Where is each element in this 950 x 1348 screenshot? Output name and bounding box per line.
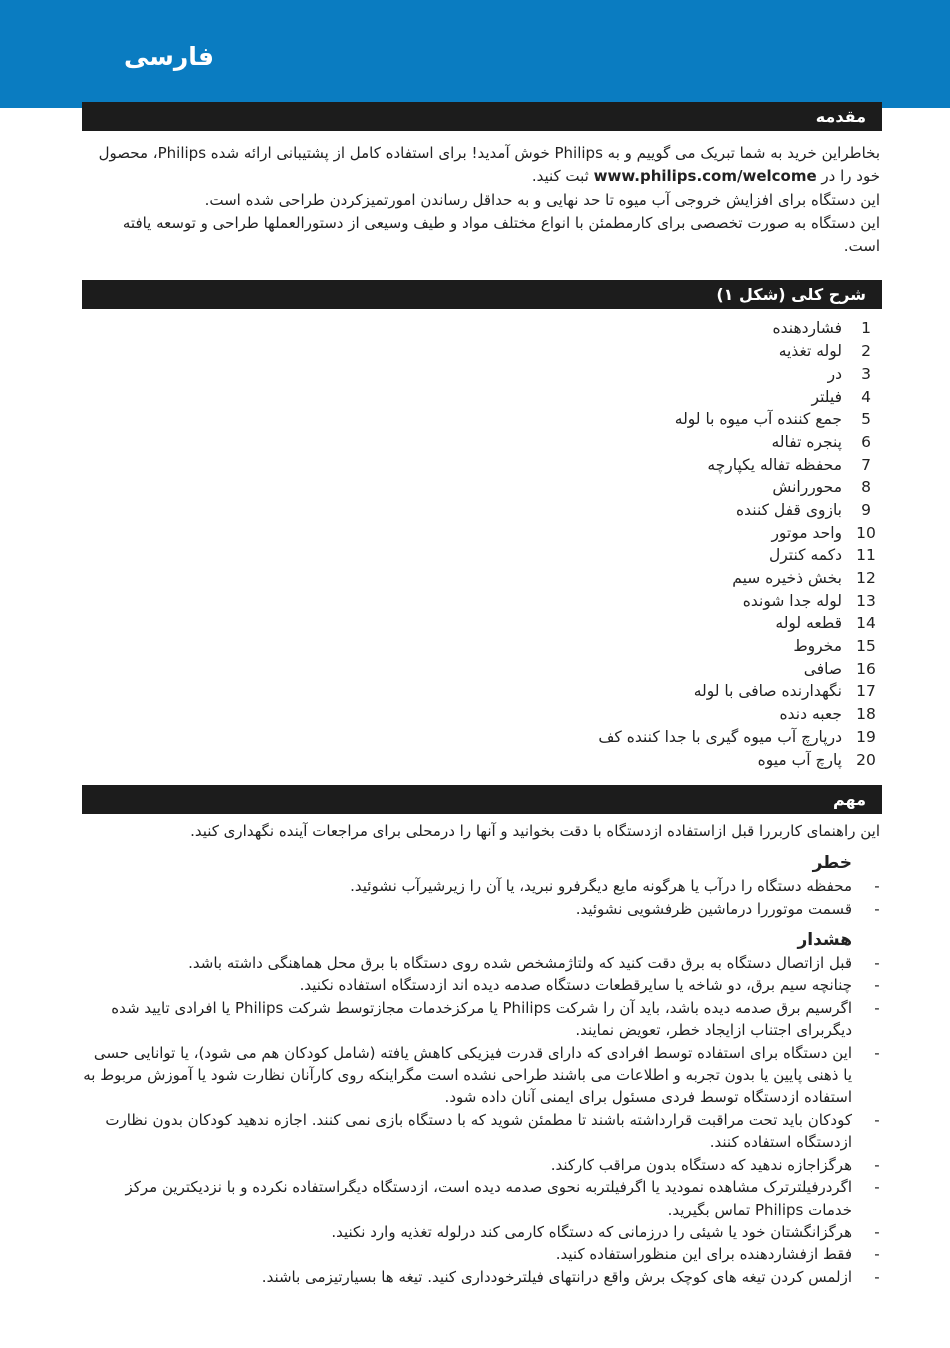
bullet-text: اگردرفیلترترک مشاهده نمودید یا اگرفیلتربه نحوی صدمه دیده است، ازدستگاه دیگراستفاده نکرده و با نزدیکترین مرکز خدمات Philips تماس بگیرید.	[125, 1178, 852, 1219]
bullet-text: فقط ازفشاردهنده برای این منظوراستفاده کنید.	[555, 1245, 852, 1264]
section-heading-introduction: مقدمه	[82, 102, 882, 131]
part-number: 7	[861, 455, 871, 474]
section-heading-important: مهم	[82, 785, 882, 814]
intro-line-1-end: ثبت کنید.	[531, 167, 589, 186]
part-item	[82, 612, 882, 635]
part-label: محفظه تفاله یکپارچه	[707, 455, 842, 474]
bullet-item	[82, 1266, 882, 1288]
part-item	[82, 340, 882, 363]
part-number: 10	[856, 523, 876, 542]
part-label: لوله جدا شونده	[742, 591, 842, 610]
part-label: محوررانش	[772, 478, 842, 497]
part-label: جعبه دنده	[779, 705, 842, 724]
part-item	[82, 680, 882, 703]
bullet-item	[82, 1042, 882, 1109]
part-number: 8	[861, 478, 871, 497]
part-item	[82, 567, 882, 590]
bullet-item	[82, 1176, 882, 1221]
bullet-text: قبل ازاتصال دستگاه به برق دقت کنید که ولتاژمشخص شده روی دستگاه با برق محل هماهنگی داشته باشد.	[188, 954, 852, 973]
parts-list	[82, 317, 882, 771]
part-item	[82, 544, 882, 567]
bullet-text: کودکان باید تحت مراقبت قرارداشته باشند تا مطمئن شوید که با دستگاه بازی نمی کنند. اجازه ندهید کودکان بدون نظارت ازدستگاه استفاده کنند.	[105, 1110, 852, 1152]
bullet-dash: -	[874, 1245, 880, 1264]
part-number: 12	[856, 569, 876, 588]
part-number: 14	[856, 614, 876, 633]
bullet-item	[82, 1154, 882, 1176]
bullet-text: قسمت موتوررا درماشین ظرفشویی نشوئید.	[575, 899, 852, 918]
part-item	[82, 499, 882, 522]
part-label: بخش ذخیره سیم	[732, 569, 842, 588]
document-body	[82, 102, 882, 1288]
part-number: 17	[856, 682, 876, 701]
warning-list	[82, 952, 882, 1288]
bullet-text: این دستگاه برای استفاده توسط افرادی که دارای قدرت فیزیکی کاهش یافته (شامل کودکان هم می شود)، یا توانایی حسی یا ذهنی پایین یا بدون تجربه و اطلاعات می باشند طراحی نشده است مگراینکه روی کارآنان نظارت شود یا آموزش مربوط به استفاده ازدستگاه توسط فردی مسئول برای ایمنی آنان داده شود.	[83, 1043, 852, 1107]
welcome-url: www.philips.com/welcome	[593, 167, 817, 186]
part-item	[82, 726, 882, 749]
bullet-text: محفظه دستگاه را درآب یا هرگونه مایع دیگرفرو نبرید، یا آن را زیرشیرآب نشوئید.	[350, 877, 852, 896]
part-number: 15	[856, 637, 876, 656]
part-label: مخروط	[793, 637, 842, 656]
part-item	[82, 703, 882, 726]
bullet-dash: -	[874, 1222, 880, 1241]
part-label: جمع کننده آب میوه با لوله	[674, 410, 842, 429]
important-intro: این راهنمای کاربررا قبل ازاستفاده ازدستگاه با دقت بخوانید و آنها را درمحلی برای مراجعات آینده نگهداری کنید.	[190, 822, 880, 841]
part-label: صافی	[803, 659, 842, 678]
part-label: نگهدارنده صافی با لوله	[693, 682, 842, 701]
language-title: فارسی	[124, 42, 215, 71]
intro-line-1: بخاطراین خرید به شما تبریک می گوییم و به Philips خوش آمدید! برای استفاده کامل از پشتیبانی ارائه شده Philips، محصول خود را در	[98, 144, 880, 186]
intro-paragraph	[82, 142, 882, 258]
part-label: در	[827, 364, 842, 383]
part-label: فیلتر	[811, 387, 842, 406]
part-number: 2	[861, 342, 871, 361]
bullet-item	[82, 875, 882, 897]
part-item	[82, 408, 882, 431]
part-number: 16	[856, 659, 876, 678]
part-number: 5	[861, 410, 871, 429]
part-item	[82, 454, 882, 477]
bullet-text: اگرسیم برق صدمه دیده باشد، باید آن را شرکت Philips یا مرکزخدمات مجازتوسط شرکت Philips یا افرادی تایید شده دیگربرای اجتناب ازایجاد خطر، تعویض نمایند.	[111, 998, 852, 1040]
part-label: پنجره تفاله	[771, 432, 842, 451]
part-number: 11	[856, 546, 876, 565]
part-number: 9	[861, 500, 871, 519]
part-label: قطعه لوله	[775, 614, 842, 633]
part-number: 19	[856, 727, 876, 746]
part-label: بازوی قفل کننده	[736, 500, 842, 519]
bullet-dash: -	[874, 998, 880, 1017]
bullet-dash: -	[874, 1110, 880, 1129]
part-item	[82, 658, 882, 681]
section-heading-overview: شرح کلی (شکل ۱)	[82, 280, 882, 309]
warning-heading: هشدار	[797, 930, 852, 951]
bullet-dash: -	[874, 1155, 880, 1174]
part-item	[82, 522, 882, 545]
part-item	[82, 590, 882, 613]
bullet-item	[82, 952, 882, 974]
intro-line-2: این دستگاه برای افزایش خروجی آب میوه تا حد نهایی و به حداقل رساندن امورتمیزکردن طراحی شده است.	[204, 190, 880, 209]
part-item	[82, 476, 882, 499]
part-number: 20	[856, 750, 876, 769]
bullet-text: ازلمس کردن تیغه های کوچک برش واقع درانتهای فیلترخودداری کنید. تیغه ها بسیارتیزمی باشند.	[261, 1267, 852, 1286]
part-item	[82, 635, 882, 658]
bullet-item	[82, 974, 882, 996]
bullet-dash: -	[874, 1267, 880, 1286]
part-label: فشاردهنده	[772, 319, 842, 338]
part-item	[82, 431, 882, 454]
bullet-item	[82, 1243, 882, 1265]
part-item	[82, 363, 882, 386]
part-label: درپارچ آب میوه گیری با جدا کننده کف	[598, 727, 842, 746]
part-label: واحد موتور	[771, 523, 842, 542]
bullet-dash: -	[874, 877, 880, 896]
part-item	[82, 386, 882, 409]
bullet-dash: -	[874, 976, 880, 995]
header-banner	[0, 0, 950, 108]
part-label: لوله تغذیه	[778, 342, 842, 361]
bullet-text: هرگزانگشتان خود یا شیئی را درزمانی که دستگاه کارمی کند درلوله تغذیه وارد نکنید.	[331, 1222, 852, 1241]
bullet-item	[82, 997, 882, 1042]
part-number: 4	[861, 387, 871, 406]
bullet-item	[82, 1221, 882, 1243]
part-item	[82, 317, 882, 340]
bullet-text: چنانچه سیم برق، دو شاخه یا سایرقطعات دستگاه صدمه دیده اند ازدستگاه استفاده نکنید.	[299, 976, 852, 995]
danger-list	[82, 875, 882, 920]
bullet-item	[82, 1109, 882, 1154]
bullet-text: هرگزاجازه ندهید که دستگاه بدون مراقب کارکند.	[550, 1155, 852, 1174]
bullet-dash: -	[874, 1178, 880, 1197]
part-number: 1	[861, 319, 871, 338]
bullet-dash: -	[874, 899, 880, 918]
part-number: 3	[861, 364, 871, 383]
part-number: 6	[861, 432, 871, 451]
part-number: 13	[856, 591, 876, 610]
bullet-dash: -	[874, 954, 880, 973]
danger-heading: خطر	[812, 853, 852, 874]
bullet-dash: -	[874, 1043, 880, 1062]
part-label: دکمه کنترل	[768, 546, 842, 565]
part-label: پارچ آب میوه	[757, 750, 842, 769]
part-item	[82, 749, 882, 772]
part-number: 18	[856, 705, 876, 724]
bullet-item	[82, 898, 882, 920]
intro-line-3: این دستگاه به صورت تخصصی برای کارمطمئن با انواع مختلف مواد و طیف وسیعی از دستورالعملها طراحی و توسعه یافته است.	[122, 213, 880, 256]
